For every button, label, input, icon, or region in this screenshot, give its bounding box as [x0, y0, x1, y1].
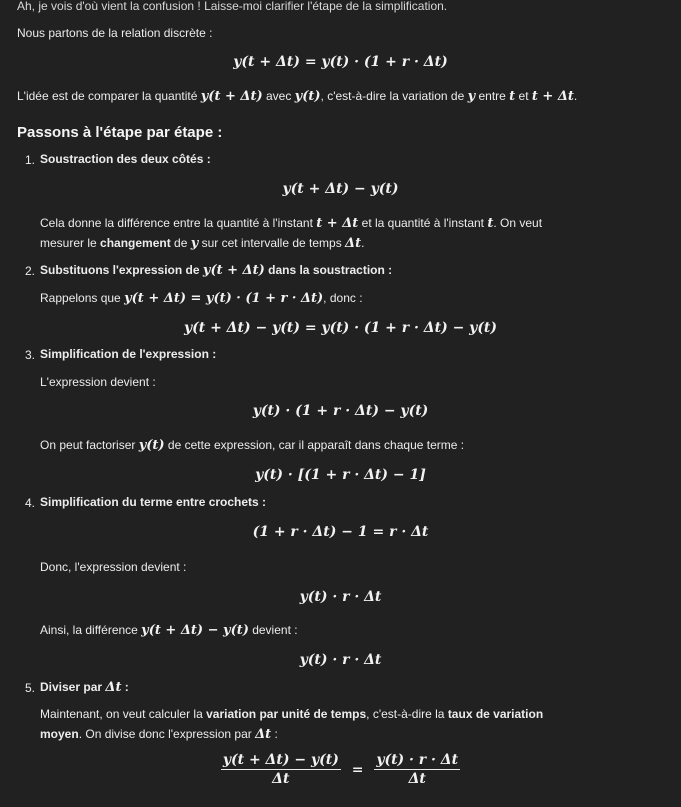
- step-1-paragraph-line-1: Cela donne la différence entre la quantité à l'instant t + Δt et la quantité à l'instant t. On veut: [40, 216, 543, 231]
- step-5-paragraph-line-2: moyen. On divise donc l'expression par Δt :: [40, 727, 278, 742]
- step-3-equation-2: y(t) · [(1 + r · Δt) − 1]: [255, 467, 426, 483]
- fraction-left: [221, 752, 341, 787]
- fraction-left-numerator: y(t + Δt) − y(t): [222, 752, 339, 768]
- step-3-paragraph-1: L'expression devient :: [40, 375, 156, 389]
- step-1-paragraph-line-2: mesurer le changement de y sur cet intervalle de temps Δt.: [40, 236, 365, 251]
- step-4-title: Simplification du terme entre crochets :: [40, 495, 267, 509]
- idea-paragraph: L'idée est de comparer la quantité y(t + Δt) avec y(t), c'est-à-dire la variation de y entre t et t + Δt.: [17, 89, 578, 104]
- step-5-number: 5.: [25, 681, 36, 695]
- step-5-fraction-equation: [0, 752, 681, 787]
- step-4-paragraph-2: Ainsi, la différence y(t + Δt) − y(t) devient :: [40, 623, 298, 638]
- step-2-equation: y(t + Δt) − y(t) = y(t) · (1 + r · Δt) − y(t): [183, 320, 498, 336]
- fraction-left-denominator: Δt: [272, 771, 290, 787]
- step-2-paragraph: Rappelons que y(t + Δt) = y(t) · (1 + r · Δt), donc :: [40, 291, 363, 306]
- equals-sign: =: [351, 761, 364, 778]
- step-3-title: Simplification de l'expression :: [40, 347, 217, 361]
- step-5-title: Diviser par Δt :: [40, 680, 129, 695]
- step-4-paragraph-1: Donc, l'expression devient :: [40, 560, 187, 574]
- step-1-title: Soustraction des deux côtés :: [40, 152, 211, 166]
- equation-main: y(t + Δt) = y(t) · (1 + r · Δt): [233, 54, 448, 70]
- section-heading: Passons à l'étape par étape :: [17, 124, 223, 141]
- step-2-number: 2.: [25, 264, 36, 278]
- step-3-number: 3.: [25, 348, 36, 362]
- fraction-right-numerator: y(t) · r · Δt: [376, 752, 459, 768]
- step-1-number: 1.: [25, 153, 36, 167]
- step-4-number: 4.: [25, 496, 36, 510]
- fraction-right-denominator: Δt: [408, 771, 426, 787]
- step-4-equation-1: (1 + r · Δt) − 1 = r · Δt: [252, 524, 429, 540]
- step-5-paragraph-line-1: Maintenant, on veut calculer la variation par unité de temps, c'est-à-dire la taux de variation: [40, 707, 544, 721]
- step-1-equation: y(t + Δt) − y(t): [282, 181, 399, 197]
- step-3-equation-1: y(t) · (1 + r · Δt) − y(t): [252, 403, 429, 419]
- step-2-title: Substituons l'expression de y(t + Δt) dans la soustraction :: [40, 263, 393, 278]
- step-4-equation-3: y(t) · r · Δt: [299, 652, 382, 668]
- intro-cut-line: Ah, je vois d'où vient la confusion ! Laisse-moi clarifier l'étape de la simplification.: [17, 0, 448, 13]
- step-4-equation-2: y(t) · r · Δt: [299, 589, 382, 605]
- step-3-paragraph-2: On peut factoriser y(t) de cette expression, car il apparaît dans chaque terme :: [40, 438, 465, 453]
- intro-text: Nous partons de la relation discrète :: [17, 26, 213, 40]
- fraction-right: [374, 752, 460, 787]
